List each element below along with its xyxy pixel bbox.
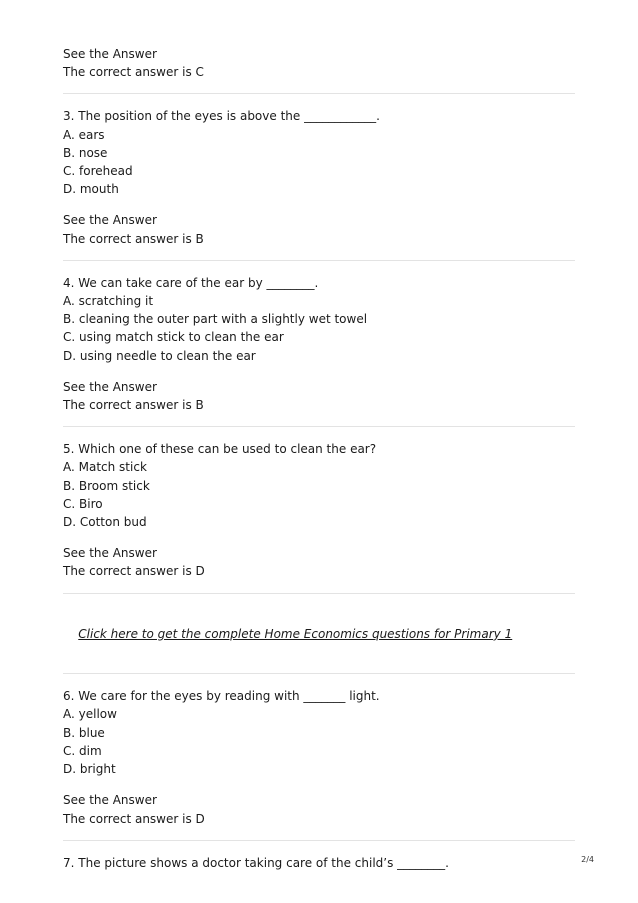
- divider: [63, 840, 575, 841]
- option-d: D. using needle to clean the ear: [63, 348, 256, 363]
- divider: [63, 673, 575, 674]
- question-block-4: [63, 274, 575, 414]
- question-block-6: [63, 687, 575, 827]
- question-block-7: [63, 854, 575, 872]
- divider: [63, 426, 575, 427]
- see-answer-link[interactable]: See the Answer: [63, 546, 157, 561]
- option-a: A. Match stick: [63, 460, 147, 475]
- option-b: B. nose: [63, 145, 108, 160]
- option-d: D. bright: [63, 762, 116, 777]
- correct-answer-text: The correct answer is D: [63, 811, 205, 826]
- page-number: 2/4: [581, 855, 594, 864]
- option-c: C. dim: [63, 743, 102, 758]
- question-text: 4. We can take care of the ear by ________.: [63, 275, 319, 290]
- option-c: C. forehead: [63, 164, 133, 179]
- option-b: B. blue: [63, 725, 105, 740]
- option-a: A. yellow: [63, 707, 117, 722]
- question-text: 7. The picture shows a doctor taking care of the child’s ________.: [63, 855, 449, 870]
- option-d: D. mouth: [63, 182, 119, 197]
- home-economics-link[interactable]: Click here to get the complete Home Economics questions for Primary 1: [78, 626, 513, 641]
- correct-answer-text: The correct answer is B: [63, 231, 204, 246]
- page-content: [63, 45, 575, 872]
- promo-link-row: [63, 607, 575, 662]
- divider: [63, 260, 575, 261]
- question-block-5: [63, 440, 575, 580]
- question-text: 5. Which one of these can be used to clean the ear?: [63, 442, 377, 457]
- see-answer-link[interactable]: See the Answer: [63, 47, 157, 61]
- option-c: C. using match stick to clean the ear: [63, 330, 284, 345]
- question-text: 6. We care for the eyes by reading with _______ light.: [63, 689, 380, 704]
- see-answer-link[interactable]: See the Answer: [63, 793, 157, 808]
- option-a: A. scratching it: [63, 294, 154, 309]
- see-answer-link[interactable]: See the Answer: [63, 379, 157, 394]
- correct-answer-text: The correct answer is D: [63, 564, 205, 579]
- question-text: 3. The position of the eyes is above the ____________.: [63, 109, 380, 124]
- option-b: B. cleaning the outer part with a slightly wet towel: [63, 312, 368, 327]
- question-block-3: [63, 107, 575, 247]
- correct-answer-text: The correct answer is C: [63, 65, 204, 80]
- option-b: B. Broom stick: [63, 478, 150, 493]
- answer-block-q2: [63, 45, 575, 81]
- option-a: A. ears: [63, 127, 105, 142]
- divider: [63, 93, 575, 94]
- divider: [63, 593, 575, 594]
- see-answer-link[interactable]: See the Answer: [63, 213, 157, 228]
- correct-answer-text: The correct answer is B: [63, 398, 204, 413]
- option-d: D. Cotton bud: [63, 515, 147, 530]
- option-c: C. Biro: [63, 496, 103, 511]
